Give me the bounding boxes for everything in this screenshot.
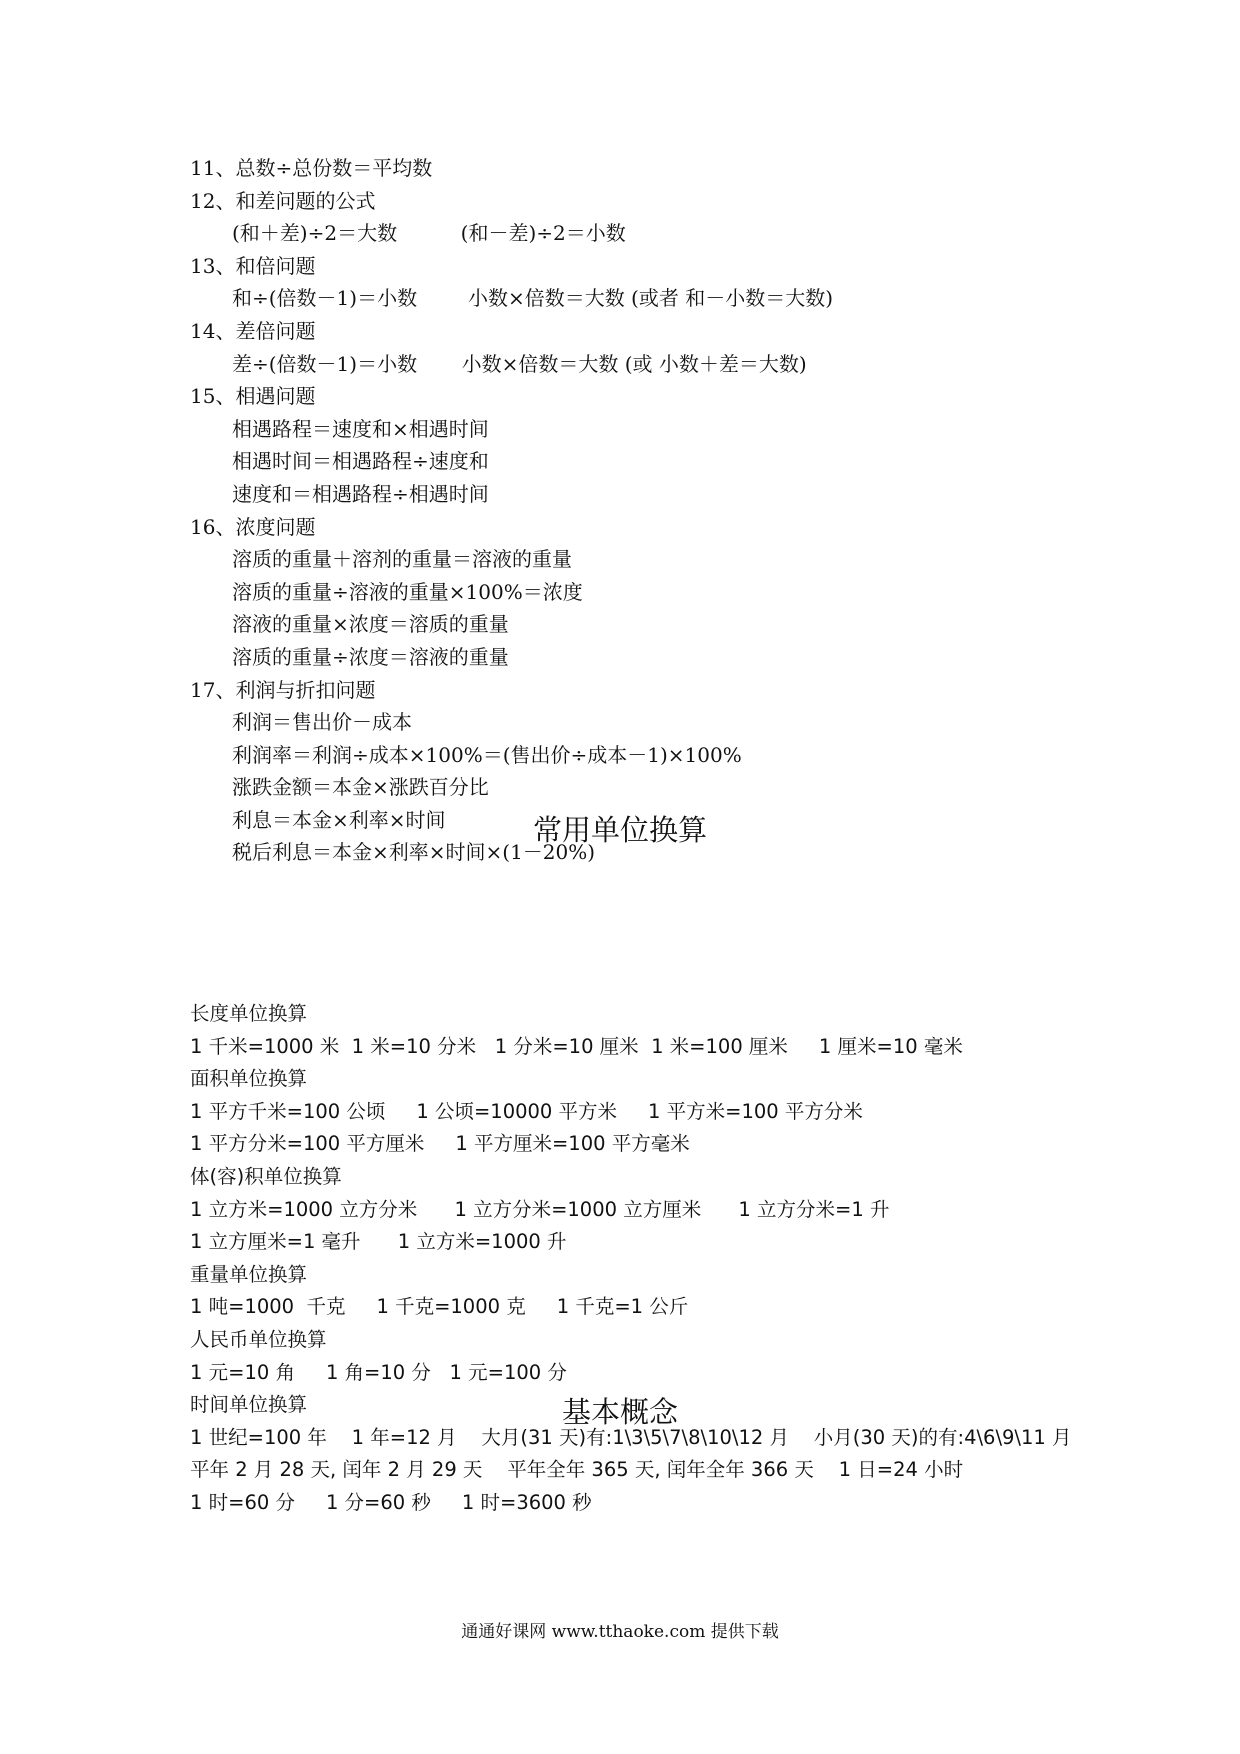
formula-line: 税后利息＝本金×利率×时间×(1－20%) <box>232 840 596 865</box>
problem-heading: 11、总数÷总份数＝平均数 <box>190 156 433 180</box>
formula-line: 差÷(倍数－1)＝小数 小数×倍数＝大数 (或 小数＋差＝大数) <box>232 351 807 376</box>
problem-heading: 15、相遇问题 <box>190 384 316 409</box>
formula-line: 涨跌金额＝本金×涨跌百分比 <box>232 775 489 800</box>
unit-conversion-list <box>190 998 1110 1520</box>
unit-line: 1 立方米=1000 立方分米 1 立方分米=1000 立方厘米 1 立方分米=1 升 <box>190 1197 890 1221</box>
formula-list <box>190 152 1090 869</box>
formula-line: 利润＝售出价－成本 <box>232 710 412 735</box>
formula-line: 相遇路程＝速度和×相遇时间 <box>232 416 489 441</box>
formula-line: 速度和＝相遇路程÷相遇时间 <box>232 481 489 506</box>
section-title-unit-conversion: 常用单位换算 <box>532 813 707 847</box>
unit-line: 平年 2 月 28 天, 闰年 2 月 29 天 平年全年 365 天, 闰年全年 366 天 1 日=24 小时 <box>190 1458 964 1482</box>
formula-line: 利润率＝利润÷成本×100%＝(售出价÷成本－1)×100% <box>232 742 742 767</box>
footer-download-note: 通通好课网 www.tthaoke.com 提供下载 <box>461 1622 779 1642</box>
unit-line: 面积单位换算 <box>190 1067 308 1091</box>
problem-heading: 16、浓度问题 <box>190 514 316 539</box>
formula-line: 相遇时间＝相遇路程÷速度和 <box>232 449 489 474</box>
problem-heading: 17、利润与折扣问题 <box>190 677 376 702</box>
unit-line: 1 立方厘米=1 毫升 1 立方米=1000 升 <box>190 1230 567 1254</box>
section-title-basic-concepts: 基本概念 <box>561 1395 678 1429</box>
unit-line: 1 平方千米=100 公顷 1 公顷=10000 平方米 1 平方米=100 平方分米 <box>190 1099 863 1123</box>
formula-line: 溶液的重量×浓度＝溶质的重量 <box>232 612 509 637</box>
unit-line: 长度单位换算 <box>190 1002 308 1025</box>
unit-line: 1 世纪=100 年 1 年=12 月 大月(31 天)有:1\3\5\7\8\10\12 月 小月(30 天)的有:4\6\9\11 月 <box>190 1425 1072 1449</box>
formula-line: 溶质的重量＋溶剂的重量＝溶液的重量 <box>232 547 572 572</box>
unit-line: 体(容)积单位换算 <box>190 1164 342 1188</box>
formula-line: 溶质的重量÷溶液的重量×100%＝浓度 <box>232 579 583 604</box>
unit-line: 1 平方分米=100 平方厘米 1 平方厘米=100 平方毫米 <box>190 1132 690 1156</box>
unit-line: 1 时=60 分 1 分=60 秒 1 时=3600 秒 <box>190 1490 592 1514</box>
unit-line: 1 吨=1000 千克 1 千克=1000 克 1 千克=1 公斤 <box>190 1295 689 1319</box>
formula-line: 和÷(倍数－1)＝小数 小数×倍数＝大数 (或者 和－小数＝大数) <box>232 286 834 311</box>
unit-line: 重量单位换算 <box>190 1262 308 1286</box>
unit-line: 人民币单位换算 <box>190 1327 327 1351</box>
formula-line: 利息＝本金×利率×时间 <box>232 807 446 832</box>
unit-line: 1 元=10 角 1 角=10 分 1 元=100 分 <box>190 1360 567 1384</box>
problem-heading: 14、差倍问题 <box>190 318 316 343</box>
unit-line: 1 千米=1000 米 1 米=10 分米 1 分米=10 厘米 1 米=100 厘米 1 厘米=10 毫米 <box>190 1034 963 1058</box>
formula-line: 溶质的重量÷浓度＝溶液的重量 <box>232 644 509 669</box>
problem-heading: 12、和差问题的公式 <box>190 188 376 213</box>
unit-line: 时间单位换算 <box>190 1393 308 1417</box>
problem-heading: 13、和倍问题 <box>190 253 316 278</box>
formula-line: (和＋差)÷2＝大数 (和－差)÷2＝小数 <box>232 221 626 246</box>
